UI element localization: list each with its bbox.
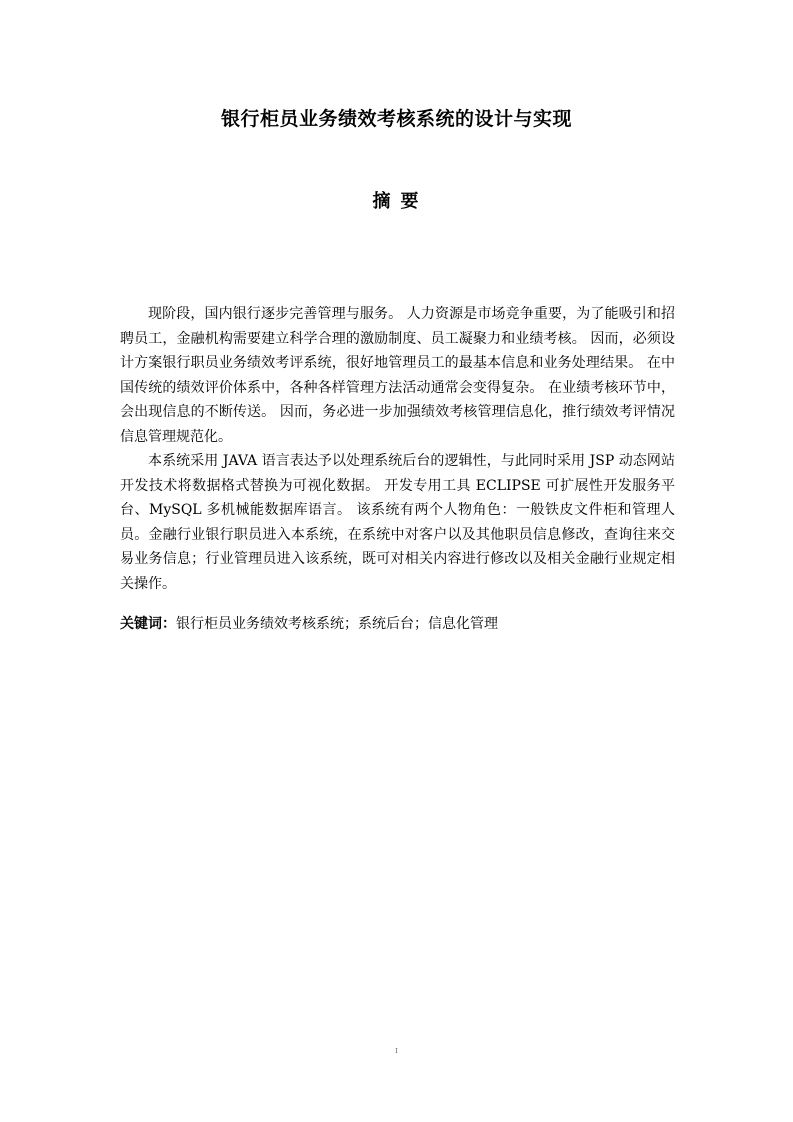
keywords-text: 银行柜员业务绩效考核系统；系统后台；信息化管理 [176, 616, 498, 632]
document-title: 银行柜员业务绩效考核系统的设计与实现 [220, 108, 572, 130]
keywords-line [120, 612, 675, 636]
abstract-paragraph-1: 现阶段，国内银行逐步完善管理与服务。 人力资源是市场竞争重要，为了能吸引和招聘员工，金融机构需要建立科学合理的激励制度、员工凝聚力和业绩考核。 因而，必须设计方案银行职员业务绩效考评系统，很好地管理员工的最基本信息和业务处理结果。 在中国传统的绩效评价体系中，各种各样管理方法活动通常会变得复杂。 在业绩考核环节中，会出现信息的不断传送。 因而，务必进一步加强绩效考核管理信息化，推行绩效考评情况信息管理规范化。 [120, 306, 675, 445]
abstract-heading: 摘要 [372, 191, 429, 212]
abstract-paragraph-2: 本系统采用 JAVA 语言表达予以处理系统后台的逻辑性，与此同时采用 JSP 动态网站开发技术将数据格式替换为可视化数据。 开发专用工具 ECLIPSE 可扩展性开发服务平台、MySQL 多机械能数据库语言。 该系统有两个人物角色：一般铁皮文件柜和管理人员。金融行业银行职员进入本系统，在系统中对客户以及其他职员信息修改，查询往来交易业务信息；行业管理员进入该系统，既可对相关内容进行修改以及相关金融行业规定相关操作。 [120, 453, 675, 592]
page-number: I [395, 1048, 398, 1055]
abstract-body [120, 302, 675, 596]
keywords-label: 关键词： [120, 616, 176, 632]
